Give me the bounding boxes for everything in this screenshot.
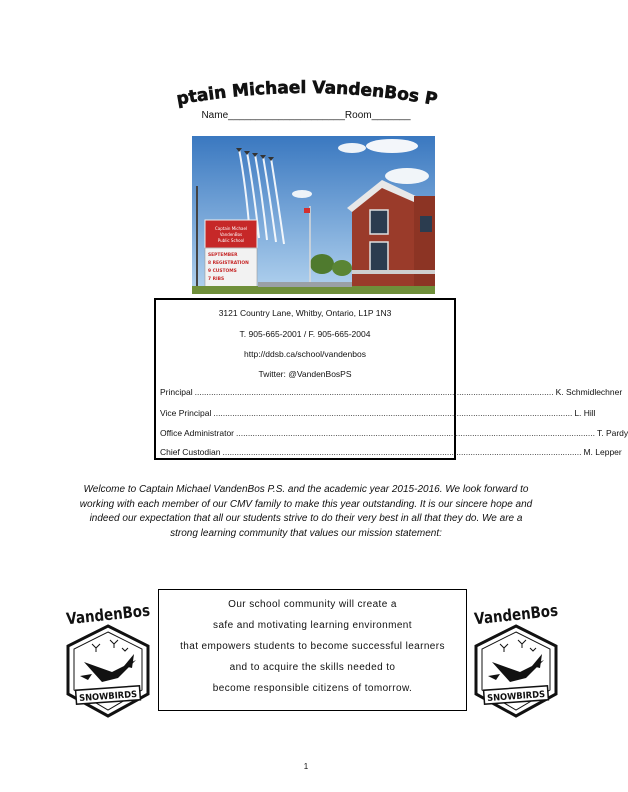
sign-line-6: 9 CUSTOMS [208, 269, 237, 274]
leader-dots [195, 387, 554, 397]
welcome-line: strong learning community that values our mission statement: [170, 527, 442, 539]
mission-line: that empowers students to become successful learners [180, 641, 445, 652]
leader-dots [213, 408, 572, 418]
welcome-paragraph [56, 483, 556, 541]
staff-row-vice-principal [160, 408, 596, 418]
mission-line: Our school community will create a [228, 599, 397, 610]
logo-top-text: VandenBos [65, 598, 167, 629]
sign-line-2: VandenBos [219, 232, 243, 237]
staff-role: Principal [160, 387, 193, 397]
school-twitter: Twitter: @VandenBosPS [258, 369, 352, 379]
leader-dots [222, 447, 581, 457]
school-phone-fax: T. 905-665-2001 / F. 905-665-2004 [239, 329, 371, 339]
welcome-line: indeed our expectation that all our students strive to do their very best in all that they do. We are a [89, 513, 523, 524]
sign-line-5: 8 REGISTRATION [208, 261, 249, 266]
snowbirds-logo-right [470, 590, 575, 720]
school-title [170, 70, 440, 110]
school-info-box [154, 298, 628, 460]
staff-row-office-administrator [160, 428, 628, 438]
welcome-line: working with each member of our CMV family to make this year outstanding. It is our sincere hope and [79, 498, 533, 510]
staff-row-principal [160, 387, 623, 397]
snowbirds-logo-left [62, 590, 167, 720]
svg-text:Captain Michael VandenBos P.S. [170, 70, 438, 110]
staff-name: T. Pardy [596, 428, 628, 438]
staff-row-chief-custodian [160, 447, 622, 457]
sign-line-7: 7 RIBS [208, 277, 225, 282]
staff-role: Chief Custodian [160, 447, 221, 457]
school-photo [192, 136, 435, 294]
mission-line: safe and motivating learning environment [213, 620, 412, 631]
logo-bottom-text: SNOWBIRDS [78, 689, 143, 705]
sign-line-3: Public School [217, 238, 245, 243]
staff-name: M. Lepper [583, 447, 622, 457]
school-title-text: ptain Michael VandenBos P [174, 77, 436, 110]
sign-line-4: SEPTEMBER [208, 253, 238, 258]
mission-line: become responsible citizens of tomorrow. [212, 683, 413, 694]
mission-statement-box [158, 589, 467, 711]
welcome-line: Welcome to Captain Michael VandenBos P.S. and the academic year 2015-2016. We look forward to [83, 484, 529, 495]
staff-name: L. Hill [574, 408, 596, 418]
logo-top-text: VandenBos [473, 598, 575, 629]
leader-dots [236, 428, 595, 438]
staff-name: K. Schmidlechner [555, 387, 623, 397]
logo-bottom-text: SNOWBIRDS [486, 689, 551, 705]
school-address: 3121 Country Lane, Whitby, Ontario, L1P 1N3 [218, 308, 392, 318]
mission-line: and to acquire the skills needed to [229, 662, 396, 673]
sign-line-1: Captain Michael [214, 226, 248, 231]
school-website-link[interactable]: http://ddsb.ca/school/vandenbos [244, 349, 366, 359]
name-room-line: Name_____________________Room_______ [201, 110, 411, 121]
staff-role: Vice Principal [160, 408, 212, 418]
staff-role: Office Administrator [160, 428, 235, 438]
page-number: 1 [303, 762, 309, 771]
